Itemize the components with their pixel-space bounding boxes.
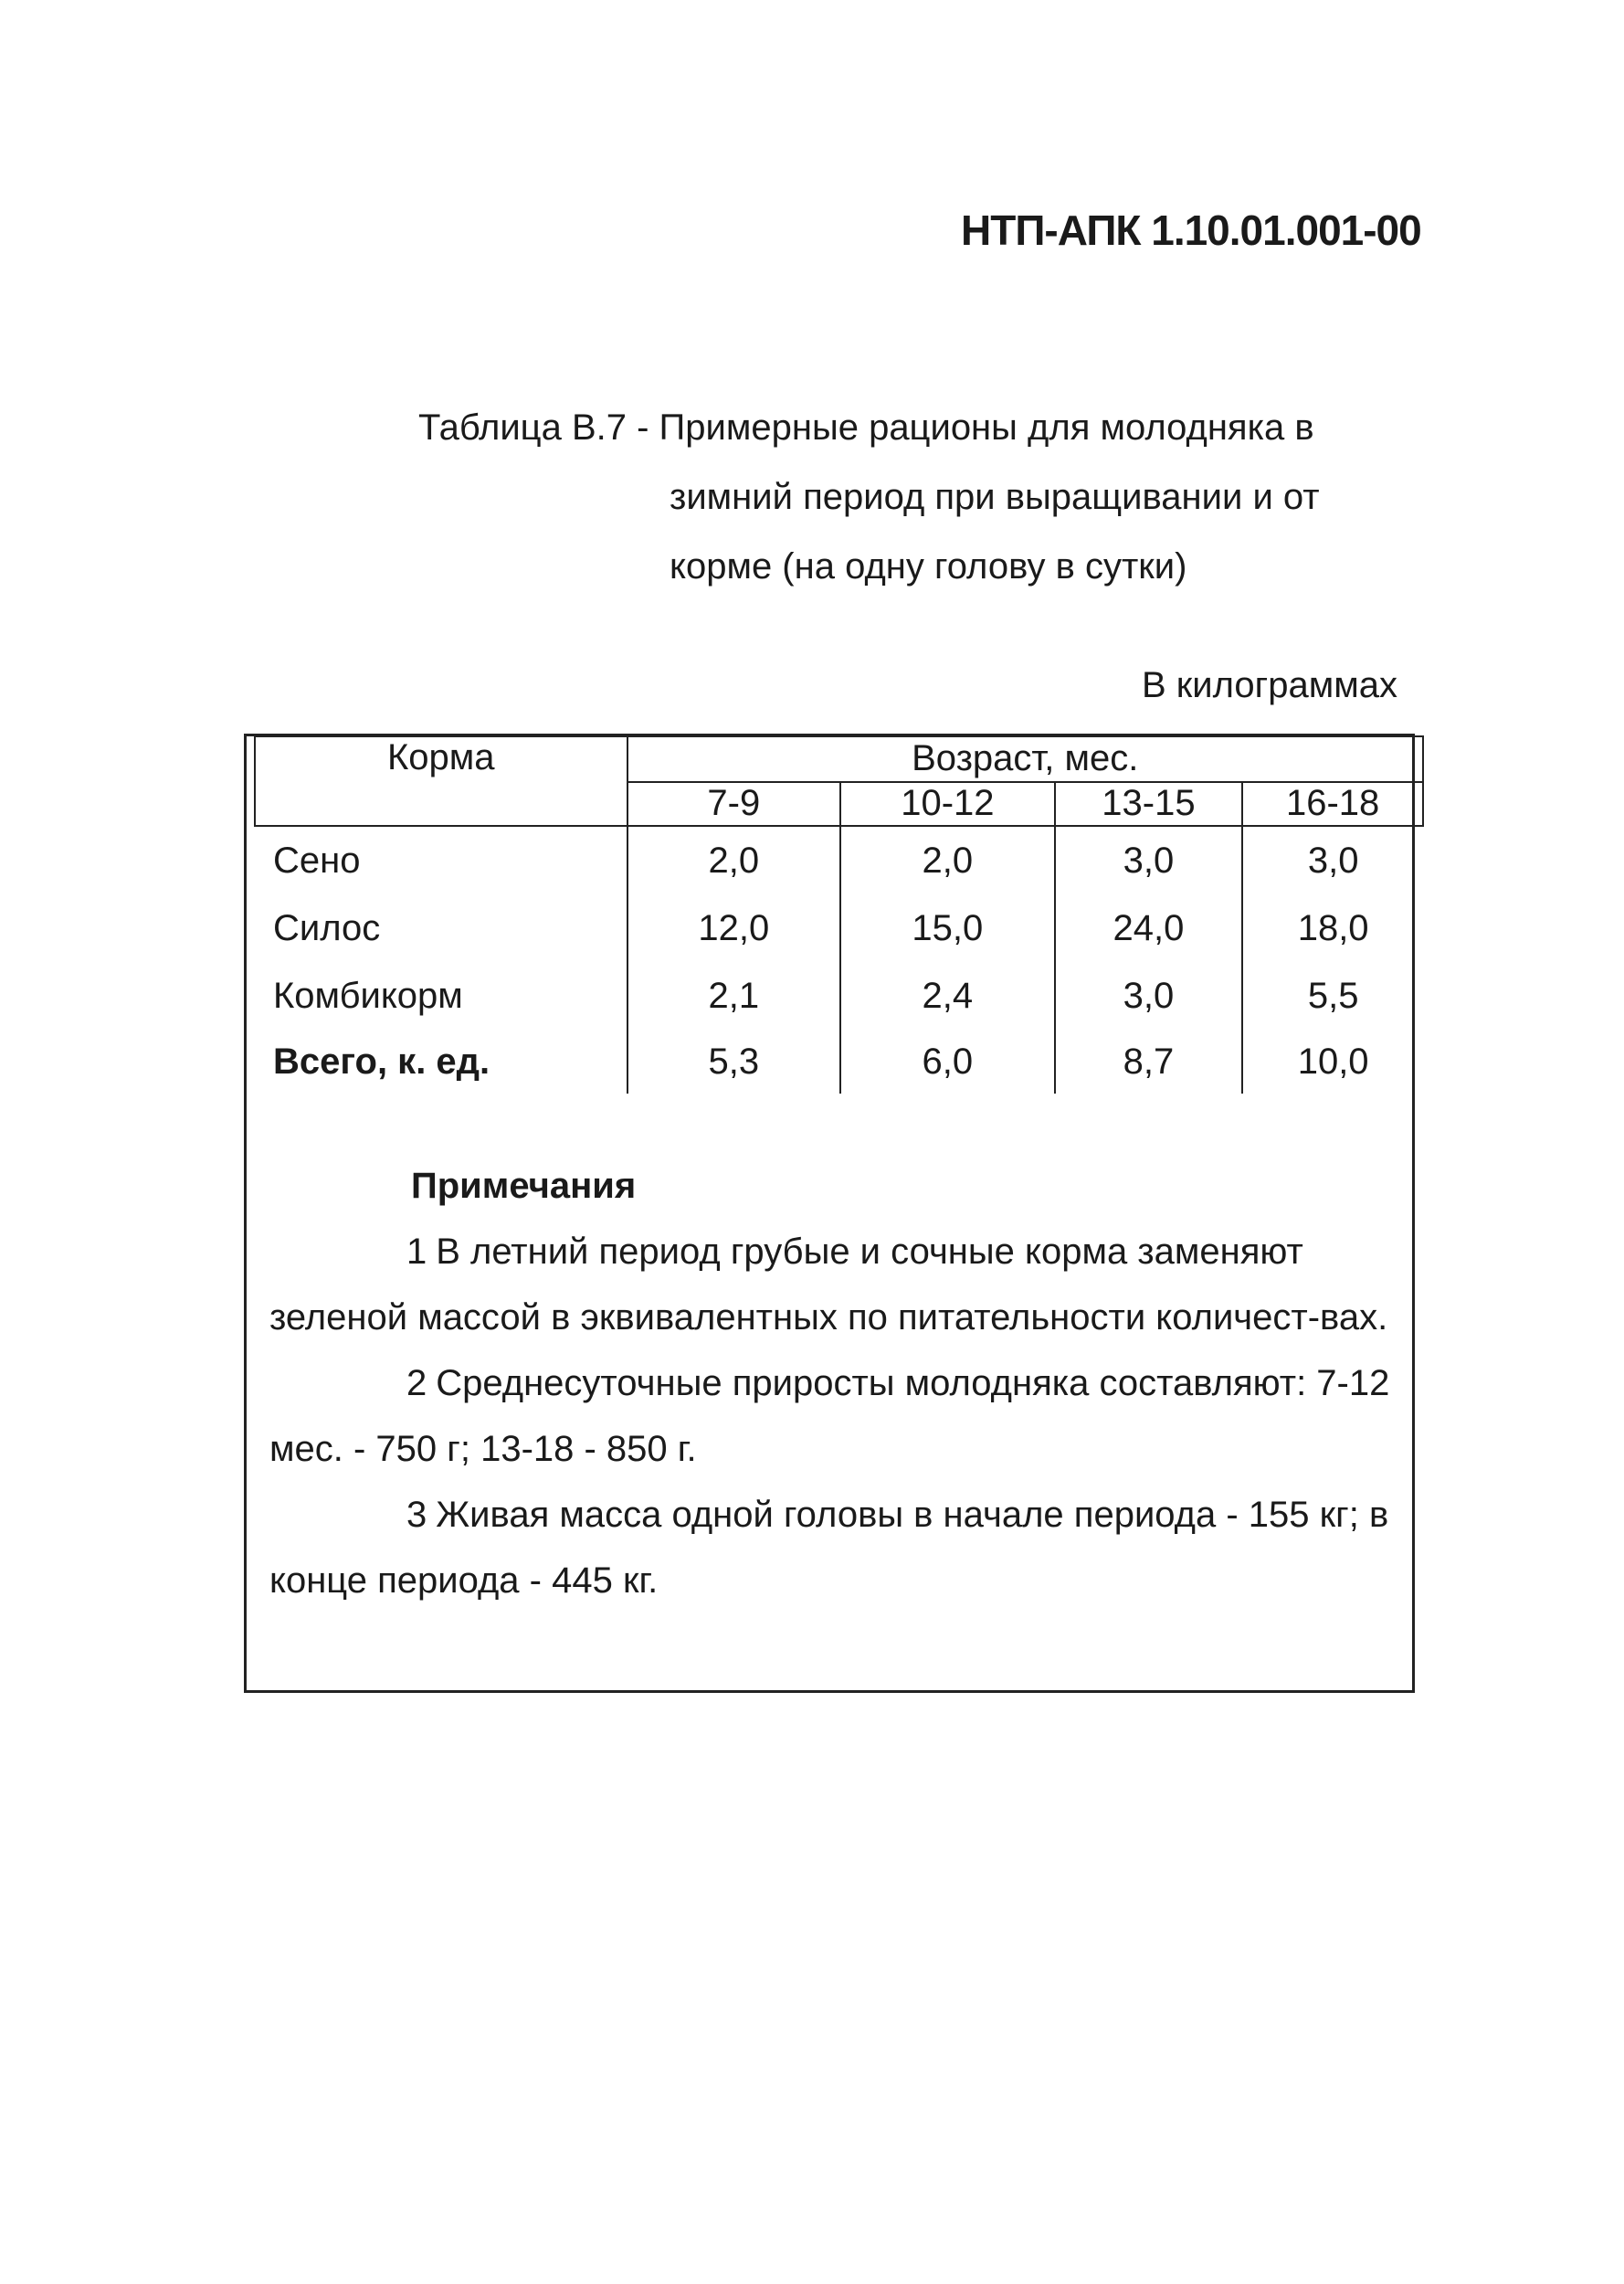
- caption-line-1: Таблица В.7 - Примерные рационы для молодняка в: [418, 407, 1314, 448]
- header-age: Возраст, мес.: [627, 736, 1424, 782]
- units-label: В килограммах: [1142, 665, 1397, 705]
- note-text: Живая масса одной головы в начале периода - 155 кг; в конце периода - 445 кг.: [269, 1495, 1389, 1601]
- feed-value: 3,0: [1055, 962, 1243, 1030]
- note-item: [269, 1482, 1402, 1613]
- total-label: Всего, к. ед.: [273, 1041, 490, 1082]
- feed-value: 15,0: [840, 894, 1055, 962]
- caption-line-3: корме (на одну голову в сутки): [670, 546, 1187, 587]
- total-value: 8,7: [1055, 1030, 1243, 1094]
- rations-table: [254, 735, 1424, 1094]
- age-group-2: 10-12: [840, 782, 1055, 826]
- feed-value: 3,0: [1055, 826, 1243, 894]
- note-number: 2: [406, 1363, 427, 1403]
- feed-value: 2,4: [840, 962, 1055, 1030]
- feed-value: 12,0: [627, 894, 841, 962]
- caption-line-2: зимний период при выращивании и от: [670, 477, 1320, 517]
- total-value: 10,0: [1242, 1030, 1423, 1094]
- table-row: [255, 962, 1423, 1030]
- feed-value: 2,0: [840, 826, 1055, 894]
- total-value: 5,3: [627, 1030, 841, 1094]
- note-number: 1: [406, 1232, 427, 1272]
- note-text: В летний период грубые и сочные корма заменяют зеленой массой в эквивалентных по питательности количест-вах.: [269, 1232, 1388, 1338]
- feed-value: 2,0: [627, 826, 841, 894]
- note-text: Среднесуточные приросты молодняка составляют: 7-12 мес. - 750 г; 13-18 - 850 г.: [269, 1363, 1390, 1469]
- age-group-3: 13-15: [1055, 782, 1243, 826]
- feed-name: Комбикорм: [273, 975, 463, 1016]
- feed-value: 3,0: [1242, 826, 1423, 894]
- feed-value: 2,1: [627, 962, 841, 1030]
- header-feed: Корма: [255, 736, 627, 826]
- feed-value: 5,5: [1242, 962, 1423, 1030]
- document-code: НТП-АПК 1.10.01.001-00: [961, 206, 1421, 254]
- total-value: 6,0: [840, 1030, 1055, 1094]
- table-row: [255, 894, 1423, 962]
- note-number: 3: [406, 1495, 427, 1535]
- age-group-4: 16-18: [1242, 782, 1423, 826]
- note-item: [269, 1350, 1402, 1482]
- table-caption: [418, 393, 1423, 601]
- note-item: [269, 1219, 1402, 1350]
- notes-section: [269, 1153, 1402, 1613]
- feed-value: 18,0: [1242, 894, 1423, 962]
- feed-name: Силос: [273, 907, 381, 948]
- feed-value: 24,0: [1055, 894, 1243, 962]
- table-row: [255, 826, 1423, 894]
- table-row-total: [255, 1030, 1423, 1094]
- notes-title: Примечания: [411, 1166, 637, 1206]
- age-group-1: 7-9: [627, 782, 841, 826]
- feed-name: Сено: [255, 826, 627, 894]
